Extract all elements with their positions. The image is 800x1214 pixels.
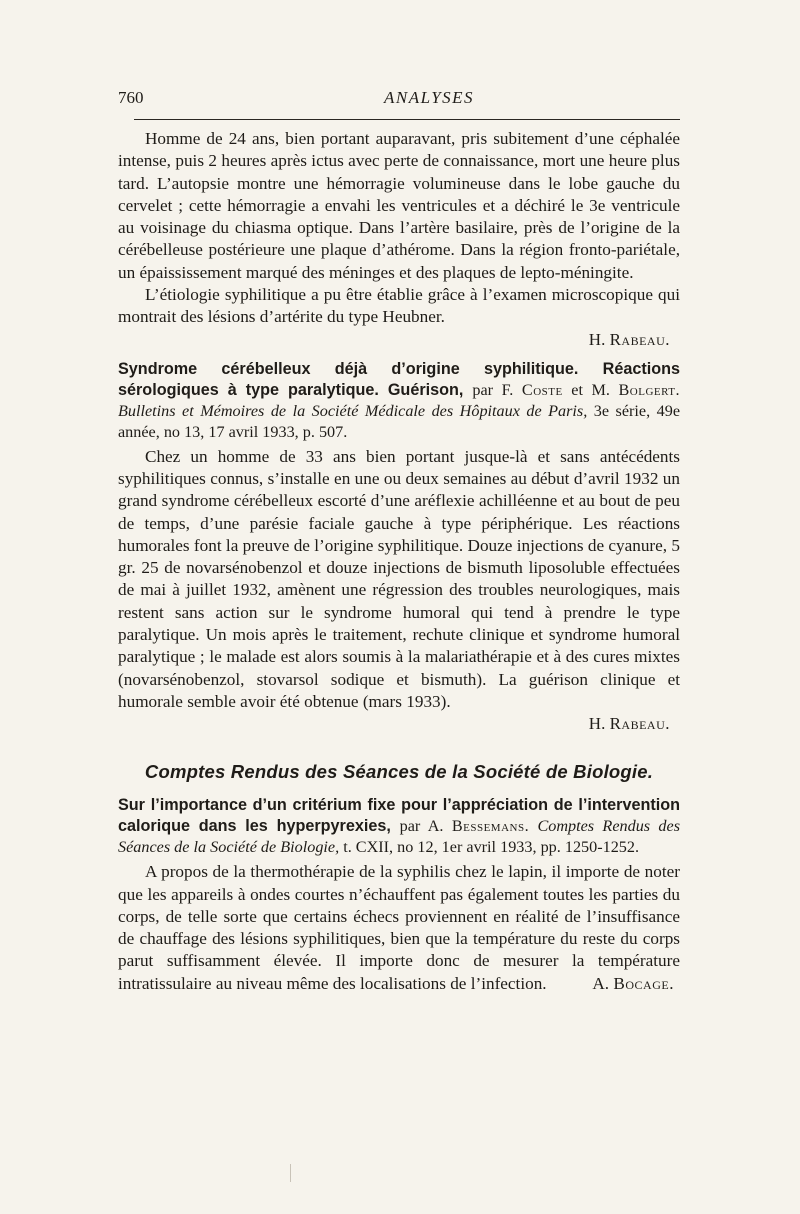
page-number: 760 (118, 88, 144, 107)
abstract-paragraph (118, 861, 680, 995)
section-title: Comptes Rendus des Séances de la Société de Biologie. (144, 761, 654, 783)
first-abstract (118, 128, 680, 351)
author-name: Bolgert. (618, 380, 681, 399)
abstract-paragraph: Homme de 24 ans, bien portant auparavant, pris subitement d’une céphalée intense, puis 2 heures après ictus avec perte de connaissance, mort une heure plus tard. L’autopsie montre une hémorragie volumineuse dans le lobe gauche du cervelet ; cette hémorragie a envahi les ventricules et a déchiré le 3e ventricule au voisinage du chiasma optique. Dans l’artère basilaire, près de l’origine de la cérébelleuse postérieure une plaque d’athérome. Dans la région fronto-pariétale, un épaississement marqué des méninges et des plaques de lepto-méningite. (118, 129, 680, 282)
third-abstract (118, 795, 680, 995)
abstract-paragraph-2: L’étiologie syphilitique a pu être établie grâce à l’examen microscopique qui montrait des lésions d’artérite du type Heubner. (118, 285, 680, 327)
signature-name: Rabeau. (609, 714, 670, 734)
abstract-heading (118, 795, 680, 858)
abstract-title: Sur l’importance d’un critérium fixe pour l’appréciation de l’intervention calorique dans les hyperpyrexies, (118, 796, 680, 836)
author-name: Coste (521, 380, 563, 399)
header-rule (134, 119, 680, 120)
abstract-title: Syndrome cérébelleux déjà d’origine syphilitique. Réactions sérologiques à type paralytique. Guérison, (118, 359, 680, 399)
page (118, 88, 680, 995)
signature-name: Rabeau. (609, 329, 670, 349)
reference-details: t. CXII, no 12, 1er avril 1933, pp. 1250-1252. (343, 838, 640, 857)
journal-name: Comptes Rendus des Séances de la Société de Biologie, (118, 817, 680, 857)
journal-name: Bulletins et Mémoires de la Société Médicale des Hôpitaux de Paris, (118, 401, 588, 420)
author-name: Bessemans. (451, 817, 530, 836)
signature-initial: H. (588, 329, 606, 349)
signature (565, 973, 680, 995)
signature-name: Bocage. (613, 973, 674, 993)
paper-mark (290, 1164, 291, 1182)
abstract-paragraph: Chez un homme de 33 ans bien portant jusque-là et sans antécédents syphilitiques connus, s’installe en une ou deux semaines au début d’avril 1932 un grand syndrome cérébelleux escorté d’une aréflexie achilléenne et au bout de peu de temps, d’une parésie faciale gauche à type périphérique. Les réactions humorales font la preuve de l’origine syphilitique. Douze injections de cyanure, 5 gr. 25 de novarsénobenzol et douze injections de bismuth liposoluble effectuées de mai à juillet 1932, amènent une régression des troubles neurologiques, mais restent sans action sur le syndrome humoral qui tend à prendre le type paralytique. Un mois après le traitement, rechute clinique et syndrome humoral paralytique ; le malade est alors soumis à la malariathérapie et à des cures mixtes (novarsénobenzol, stovarsol sodique et bismuth). La guérison clinique et humorale semble avoir été obtenue (mars 1933). (118, 446, 680, 711)
abstract-text: A propos de la thermothérapie de la syphilis chez le lapin, il importe de noter que les appareils à ondes courtes n’échauffent pas également toutes les parties du corps, de telle sorte que certains échecs proviennent en réalité de l’insuffisance de chauffage des lésions syphilitiques, bien que la température du reste du corps parut suffisamment élevée. Il importe donc de mesurer la température intratissulaire au niveau même des localisations de l’infection. (118, 862, 680, 993)
signature (118, 713, 680, 735)
signature (118, 329, 680, 351)
second-abstract (118, 359, 680, 736)
abstract-heading (118, 359, 680, 443)
reference-details: 3e série, 49e année, no 13, 17 avril 1933, p. 507. (118, 401, 681, 441)
reference-and: et M. (571, 380, 610, 399)
running-head (118, 88, 680, 114)
signature-initial: H. (588, 714, 606, 734)
signature-initial: A. (592, 973, 610, 993)
reference-by: par F. (472, 380, 514, 399)
running-title: ANALYSES (383, 88, 475, 107)
reference-by: par A. (399, 817, 444, 836)
